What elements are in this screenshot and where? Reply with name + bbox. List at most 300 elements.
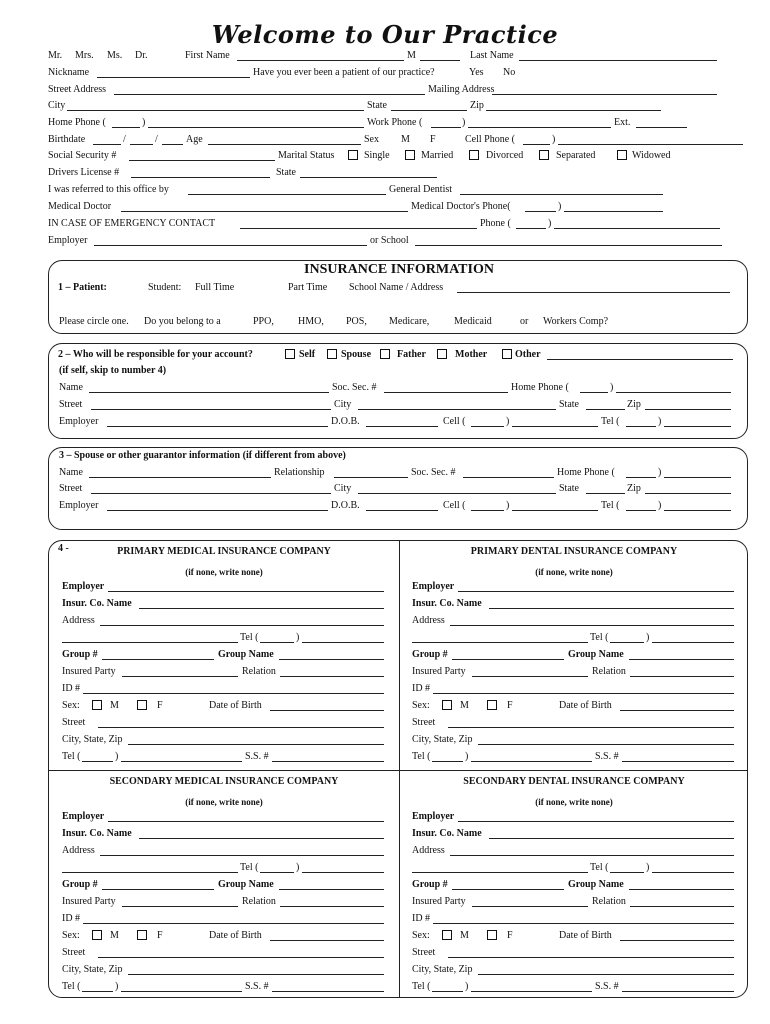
ss-label: S.S. # [595,751,619,762]
group-name-input[interactable] [629,659,734,660]
divider [399,540,400,998]
tel-label: Tel ( [412,981,431,992]
married-checkbox[interactable] [405,150,415,160]
paren: ) [658,500,662,511]
group-number-label: Group # [62,649,98,660]
sex-label: Sex: [62,700,80,711]
referred-by-input[interactable] [188,194,386,195]
tel-input[interactable] [471,991,592,992]
plan-option: HMO, [298,316,324,327]
ssn-label: Soc. Sec. # [332,382,377,393]
street-input[interactable] [448,727,734,728]
relation-label: Relation [592,896,626,907]
last-name-label: Last Name [470,50,514,61]
address-input[interactable] [100,625,384,626]
insured-party-input[interactable] [472,676,588,677]
paren: ) [646,862,650,873]
tel-area[interactable] [626,426,656,427]
paren: ) [296,862,300,873]
emergency-contact-input[interactable] [240,228,477,229]
dob-label: D.O.B. [331,500,360,511]
group-name-input[interactable] [629,889,734,890]
group-number-label: Group # [62,879,98,890]
dl-state-label: State [276,167,296,178]
tel-label: Tel ( [62,981,81,992]
insur-co-label: Insur. Co. Name [412,598,482,609]
id-input[interactable] [433,693,734,694]
city-state-zip-input[interactable] [478,974,734,975]
title-mr: Mr. [48,50,63,61]
city-label: City [334,399,352,410]
tel-label: Tel ( [601,500,620,511]
circle-one-label: Please circle one. [59,316,129,327]
slash: / [123,134,126,145]
slash: / [155,134,158,145]
single-checkbox[interactable] [348,150,358,160]
divorced-label: Divorced [486,150,524,161]
paren: ) [465,751,469,762]
dob-label: Date of Birth [209,930,262,941]
birth-day[interactable] [130,144,153,145]
cell-phone-input[interactable] [558,144,743,145]
id-input[interactable] [83,693,384,694]
employer-label: Employer [59,416,99,427]
ss-input[interactable] [272,761,384,762]
zip-label: Zip [627,399,641,410]
general-dentist-label: General Dentist [389,184,453,195]
dob-label: Date of Birth [559,700,612,711]
street-label: Street [412,947,436,958]
nickname-input[interactable] [97,77,250,78]
work-phone-area[interactable] [431,127,461,128]
insur-co-label: Insur. Co. Name [62,598,132,609]
paren: ) [115,981,119,992]
tel-area[interactable] [82,761,113,762]
name-input[interactable] [89,477,271,478]
insured-party-label: Insured Party [412,896,466,907]
company-title: SECONDARY MEDICAL INSURANCE COMPANY [109,776,339,787]
responsible-option: Father [397,349,426,360]
if-none-note: (if none, write none) [535,567,613,577]
address-label: Address [412,615,445,626]
tel-input[interactable] [121,761,242,762]
tel-input[interactable] [664,426,731,427]
school-input[interactable] [415,245,722,246]
id-label: ID # [412,683,431,694]
relationship-input[interactable] [334,477,408,478]
if-none-note: (if none, write none) [185,567,263,577]
employer-input[interactable] [107,426,328,427]
city-input[interactable] [358,409,556,410]
birth-year[interactable] [162,144,183,145]
address-input[interactable] [450,625,734,626]
drivers-license-input[interactable] [131,177,270,178]
home-phone-input[interactable] [664,477,731,478]
plan-option: Medicaid [454,316,492,327]
referred-by-label: I was referred to this office by [48,184,169,195]
sex-f: F [157,700,163,711]
tel-area[interactable] [626,510,656,511]
tel-label: Tel ( [412,751,431,762]
relation-label: Relation [242,896,276,907]
birthdate-label: Birthdate [48,134,86,145]
employer-input[interactable] [108,821,384,822]
sex-label: Sex: [412,700,430,711]
responsible-option: Mother [455,349,488,360]
city-state-zip-input[interactable] [128,744,384,745]
responsible-option: Self [299,349,316,360]
sex-m: M [460,930,469,941]
responsible-4-checkbox[interactable] [502,349,512,359]
skip-note: (if self, skip to number 4) [59,365,167,376]
work-phone-input[interactable] [468,127,611,128]
dob-input[interactable] [620,710,734,711]
street-input[interactable] [91,493,331,494]
middle-initial-input[interactable] [420,60,460,61]
name-input[interactable] [89,392,329,393]
sex-f: F [507,700,513,711]
doctor-phone-input[interactable] [564,211,663,212]
ssn-label: Social Security # [48,150,117,161]
employer-input[interactable] [458,591,734,592]
ssn-input[interactable] [384,392,508,393]
doctor-phone-area[interactable] [525,211,556,212]
ss-label: S.S. # [245,981,269,992]
emergency-contact-label: IN CASE OF EMERGENCY CONTACT [48,218,216,229]
sex-f: F [157,930,163,941]
age-input[interactable] [208,144,361,145]
ss-label: S.S. # [595,981,619,992]
first-name-input[interactable] [237,60,404,61]
paren: ) [658,467,662,478]
group-number-input[interactable] [102,659,214,660]
school-name-input[interactable] [457,292,730,293]
general-dentist-input[interactable] [460,194,663,195]
part-time-option: Part Time [288,282,328,293]
street-label: Street [59,483,83,494]
relation-input[interactable] [280,906,384,907]
tel-area[interactable] [260,642,294,643]
group-number-input[interactable] [452,659,564,660]
separated-label: Separated [556,150,596,161]
group-number-label: Group # [412,879,448,890]
street-input[interactable] [91,409,331,410]
state-input[interactable] [391,110,467,111]
cell-area[interactable] [471,426,504,427]
home-phone-area[interactable] [626,477,656,478]
sex-f-checkbox[interactable] [137,700,147,710]
married-label: Married [421,150,454,161]
insur-co-input[interactable] [139,838,384,839]
paren: ) [506,500,510,511]
employer-label: Employer [412,811,455,822]
company-title: PRIMARY MEDICAL INSURANCE COMPANY [117,546,331,557]
street-label: Street [59,399,83,410]
name-label: Name [59,467,83,478]
responsible-1-checkbox[interactable] [327,349,337,359]
tel-input[interactable] [471,761,592,762]
mailing-address-input[interactable] [492,94,717,95]
tel-area[interactable] [260,872,294,873]
school-label: or School [370,235,409,246]
tel-label: Tel ( [240,632,259,643]
dob-input[interactable] [620,940,734,941]
sex-m-checkbox[interactable] [442,930,452,940]
insurance-header: INSURANCE INFORMATION [304,262,494,277]
plan-option: Medicare, [389,316,430,327]
paren: ) [558,201,562,212]
street-address-input[interactable] [114,94,425,95]
city-input[interactable] [67,110,364,111]
employer-input[interactable] [458,821,734,822]
tel-label: Tel ( [240,862,259,873]
paren: ) [548,218,552,229]
company-title: SECONDARY DENTAL INSURANCE COMPANY [463,776,685,787]
state-label: State [367,100,387,111]
ss-label: S.S. # [245,751,269,762]
work-phone-label: Work Phone ( [367,117,423,128]
state-label: State [559,399,579,410]
first-name-label: First Name [185,50,230,61]
student-label: Student: [148,282,182,293]
zip-input[interactable] [645,409,731,410]
dob-input[interactable] [270,940,384,941]
paren: ) [142,117,146,128]
employer-label: Employer [62,581,105,592]
insured-party-input[interactable] [122,906,238,907]
page-title: Welcome to Our Practice [211,20,559,49]
tel-input[interactable] [121,991,242,992]
previous-patient-label: Have you ever been a patient of our practice? [253,67,435,78]
sex-f-checkbox[interactable] [487,930,497,940]
guarantor-header: 3 – Spouse or other guarantor information (if different from above) [59,450,346,461]
cell-area[interactable] [471,510,504,511]
ssn-label: Soc. Sec. # [411,467,456,478]
relation-input[interactable] [630,906,734,907]
tel-input[interactable] [652,642,734,643]
state-input[interactable] [586,409,625,410]
title-mrs: Mrs. [75,50,94,61]
sex-f-checkbox[interactable] [487,700,497,710]
group-number-input[interactable] [452,889,564,890]
middle-initial-label: M [407,50,416,61]
insur-co-label: Insur. Co. Name [62,828,132,839]
relation-input[interactable] [630,676,734,677]
cell-label: Cell ( [443,416,466,427]
address-line-2[interactable] [62,642,238,643]
insured-party-input[interactable] [122,676,238,677]
address-line-2[interactable] [412,872,588,873]
group-number-label: Group # [412,649,448,660]
insur-co-label: Insur. Co. Name [412,828,482,839]
birth-month[interactable] [93,144,121,145]
city-state-zip-label: City, State, Zip [412,964,473,975]
section-4-number: 4 - [58,543,69,554]
ssn-input[interactable] [463,477,554,478]
relation-input[interactable] [280,676,384,677]
if-none-note: (if none, write none) [185,797,263,807]
ss-input[interactable] [622,761,734,762]
divorced-checkbox[interactable] [469,150,479,160]
zip-input[interactable] [645,493,731,494]
ext-input[interactable] [636,127,687,128]
city-label: City [48,100,66,111]
responsible-3-checkbox[interactable] [437,349,447,359]
address-line-2[interactable] [62,872,238,873]
last-name-input[interactable] [519,60,717,61]
address-label: Address [62,615,95,626]
insured-party-input[interactable] [472,906,588,907]
city-label: City [334,483,352,494]
cell-label: Cell ( [443,500,466,511]
dob-input[interactable] [366,510,438,511]
paren: ) [610,382,614,393]
widowed-checkbox[interactable] [617,150,627,160]
group-name-input[interactable] [279,659,384,660]
separated-checkbox[interactable] [539,150,549,160]
home-phone-input[interactable] [616,392,731,393]
ext-label: Ext. [614,117,631,128]
name-label: Name [59,382,83,393]
sex-m-checkbox[interactable] [442,700,452,710]
title-ms: Ms. [107,50,123,61]
emergency-phone-input[interactable] [554,228,720,229]
sex-f: F [507,930,513,941]
dob-input[interactable] [366,426,438,427]
city-state-zip-input[interactable] [478,744,734,745]
medical-doctor-phone-label: Medical Doctor's Phone( [411,201,511,212]
ssn-input[interactable] [129,160,275,161]
insur-co-input[interactable] [489,838,734,839]
zip-label: Zip [470,100,484,111]
home-phone-label: Home Phone ( [557,467,615,478]
cell-input[interactable] [512,426,598,427]
tel-area[interactable] [432,761,463,762]
tel-input[interactable] [302,872,384,873]
tel-input[interactable] [302,642,384,643]
street-address-label: Street Address [48,84,107,95]
id-label: ID # [62,913,81,924]
plan-option: Workers Comp? [543,316,609,327]
tel-area[interactable] [82,991,113,992]
insur-co-input[interactable] [489,608,734,609]
city-state-zip-label: City, State, Zip [62,964,123,975]
employer-label: Employer [62,811,105,822]
home-phone-label: Home Phone ( [48,117,106,128]
group-name-label: Group Name [218,879,274,890]
insured-party-label: Insured Party [62,666,116,677]
plan-option: or [520,316,529,327]
sex-m-checkbox[interactable] [92,930,102,940]
responsible-option: Spouse [341,349,372,360]
school-name-label: School Name / Address [349,282,444,293]
street-input[interactable] [98,957,384,958]
id-label: ID # [412,913,431,924]
sex-m: M [110,700,119,711]
group-name-label: Group Name [568,879,624,890]
dob-label: Date of Birth [559,930,612,941]
group-name-label: Group Name [568,649,624,660]
relation-label: Relation [592,666,626,677]
address-line-2[interactable] [412,642,588,643]
sex-f-checkbox[interactable] [137,930,147,940]
tel-input[interactable] [664,510,731,511]
cell-phone-area[interactable] [523,144,550,145]
emergency-phone-area[interactable] [516,228,546,229]
relationship-label: Relationship [274,467,325,478]
paren: ) [462,117,466,128]
dob-label: Date of Birth [209,700,262,711]
sex-m-checkbox[interactable] [92,700,102,710]
responsible-option: Other [515,349,541,360]
id-input[interactable] [83,923,384,924]
address-label: Address [412,845,445,856]
home-phone-area[interactable] [580,392,608,393]
state-input[interactable] [586,493,625,494]
tel-area[interactable] [610,872,644,873]
insur-co-input[interactable] [139,608,384,609]
tel-area[interactable] [610,642,644,643]
id-input[interactable] [433,923,734,924]
street-input[interactable] [448,957,734,958]
home-phone-area[interactable] [112,127,140,128]
dob-input[interactable] [270,710,384,711]
paren: ) [296,632,300,643]
dl-state-input[interactable] [300,177,437,178]
group-number-input[interactable] [102,889,214,890]
group-name-label: Group Name [218,649,274,660]
street-input[interactable] [98,727,384,728]
id-label: ID # [62,683,81,694]
plan-option: POS, [346,316,367,327]
paren: ) [506,416,510,427]
city-state-zip-input[interactable] [128,974,384,975]
address-input[interactable] [100,855,384,856]
employer-input[interactable] [108,591,384,592]
state-label: State [559,483,579,494]
title-dr: Dr. [135,50,148,61]
responsible-0-checkbox[interactable] [285,349,295,359]
group-name-input[interactable] [279,889,384,890]
home-phone-label: Home Phone ( [511,382,569,393]
paren: ) [646,632,650,643]
ss-input[interactable] [622,991,734,992]
drivers-license-label: Drivers License # [48,167,120,178]
paren: ) [115,751,119,762]
home-phone-input[interactable] [148,127,364,128]
marital-status-label: Marital Status [278,150,335,161]
tel-label: Tel ( [601,416,620,427]
patient-label: 1 – Patient: [58,282,107,293]
other-input[interactable] [547,359,733,360]
age-label: Age [186,134,203,145]
tel-area[interactable] [432,991,463,992]
employer-input[interactable] [94,245,367,246]
ss-input[interactable] [272,991,384,992]
tel-input[interactable] [652,872,734,873]
tel-label: Tel ( [62,751,81,762]
responsible-2-checkbox[interactable] [380,349,390,359]
employer-label: Employer [59,500,99,511]
city-input[interactable] [358,493,556,494]
sex-m: M [460,700,469,711]
medical-doctor-input[interactable] [121,211,408,212]
zip-input[interactable] [486,110,661,111]
cell-input[interactable] [512,510,598,511]
full-time-option: Full Time [195,282,235,293]
employer-input[interactable] [107,510,328,511]
address-input[interactable] [450,855,734,856]
